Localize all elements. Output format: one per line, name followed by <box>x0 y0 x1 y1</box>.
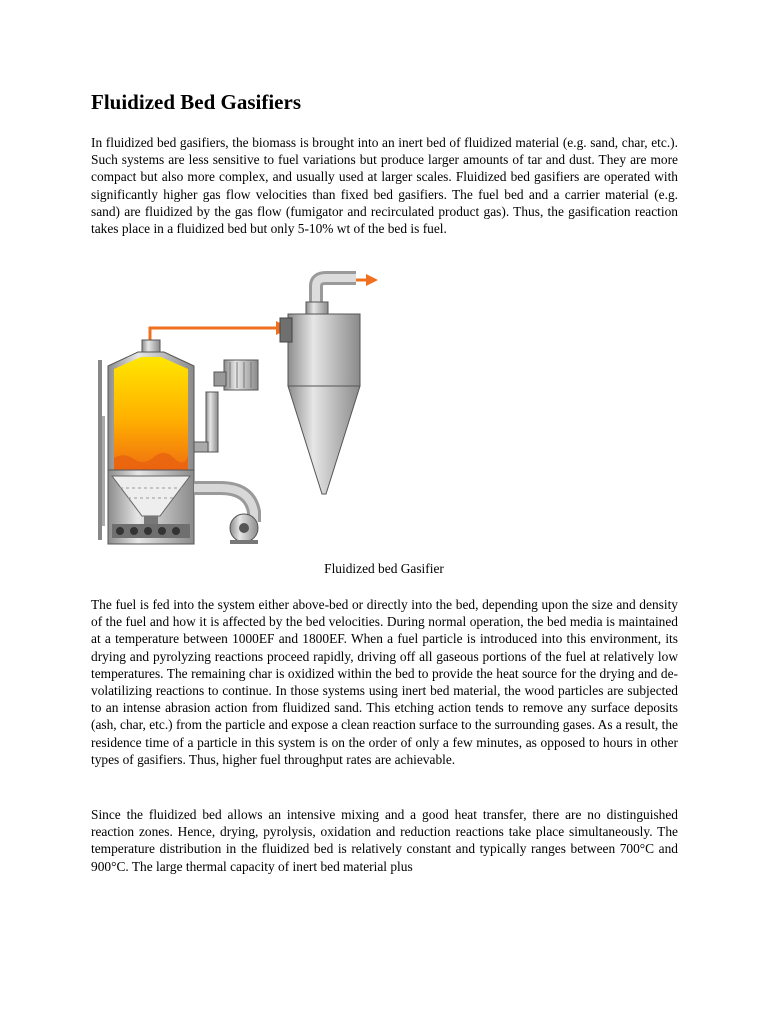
air-blower <box>194 488 258 544</box>
gas-outlet-duct <box>150 321 290 348</box>
fuel-feed-hopper <box>194 360 258 452</box>
flame-zone <box>114 357 188 472</box>
support-frame <box>98 360 105 540</box>
figure-caption: Fluidized bed Gasifier <box>324 561 444 576</box>
body-paragraph: The fuel is fed into the system either above-bed or directly into the bed, depending upon the size and density of the fuel and how it is affected by the bed velocities. During normal operation, the bed media is maintained at a temperature between 1000EF and 1800EF. When a fuel particle is introduced into this environment, its drying and pyrolyzing reactions proceed rapidly, driving off all gaseous portions of the fuel at relatively low temperatures. The remaining char is oxidized within the bed to provide the heat source for the drying and de-volatilizing reactions to continue. In those systems using inert bed material, the wood particles are subjected to an intense abrasion action from fluidized sand. This etching action tends to remove any surface deposits (ash, char, etc.) from the particle and expose a clean reaction surface to the surrounding gases. As a result, the residence time of a particle in this system is on the order of only a few minutes, as opposed to hours in other types of gasifiers. Thus, higher fuel throughput rates are achievable. <box>91 597 678 767</box>
gas-exit-arrow <box>356 274 378 286</box>
page-title: Fluidized Bed Gasifiers <box>91 90 301 114</box>
body-paragraph: Since the fluidized bed allows an intensive mixing and a good heat transfer, there are no distinguished reaction zones. Hence, drying, pyrolysis, oxidation and reduction reactions take place simultaneously. The temperature distribution in the fluidized bed is relatively constant and typically ranges between 700°C and 900°C. The large thermal capacity of inert bed material plus <box>91 807 678 874</box>
fluidized-bed-gasifier-diagram <box>90 266 390 551</box>
cyclone-separator <box>280 278 360 494</box>
intro-paragraph: In fluidized bed gasifiers, the biomass is brought into an inert bed of fluidized material (e.g. sand, char, etc.). Such systems are less sensitive to fuel variations but produce larger amounts of tar and dust. They are more compact but also more complex, and usually used at larger scales. Fluidized bed gasifiers are operated with significantly higher gas flow velocities than fixed bed gasifiers. The fuel bed and a carrier material (e.g. sand) are fluidized by the gas flow (fumigator and recirculated product gas). Thus, the gasification reaction takes place in a fluidized bed but only 5-10% wt of the bed is fuel. <box>91 135 678 237</box>
fluidized-bed-section <box>108 470 194 544</box>
